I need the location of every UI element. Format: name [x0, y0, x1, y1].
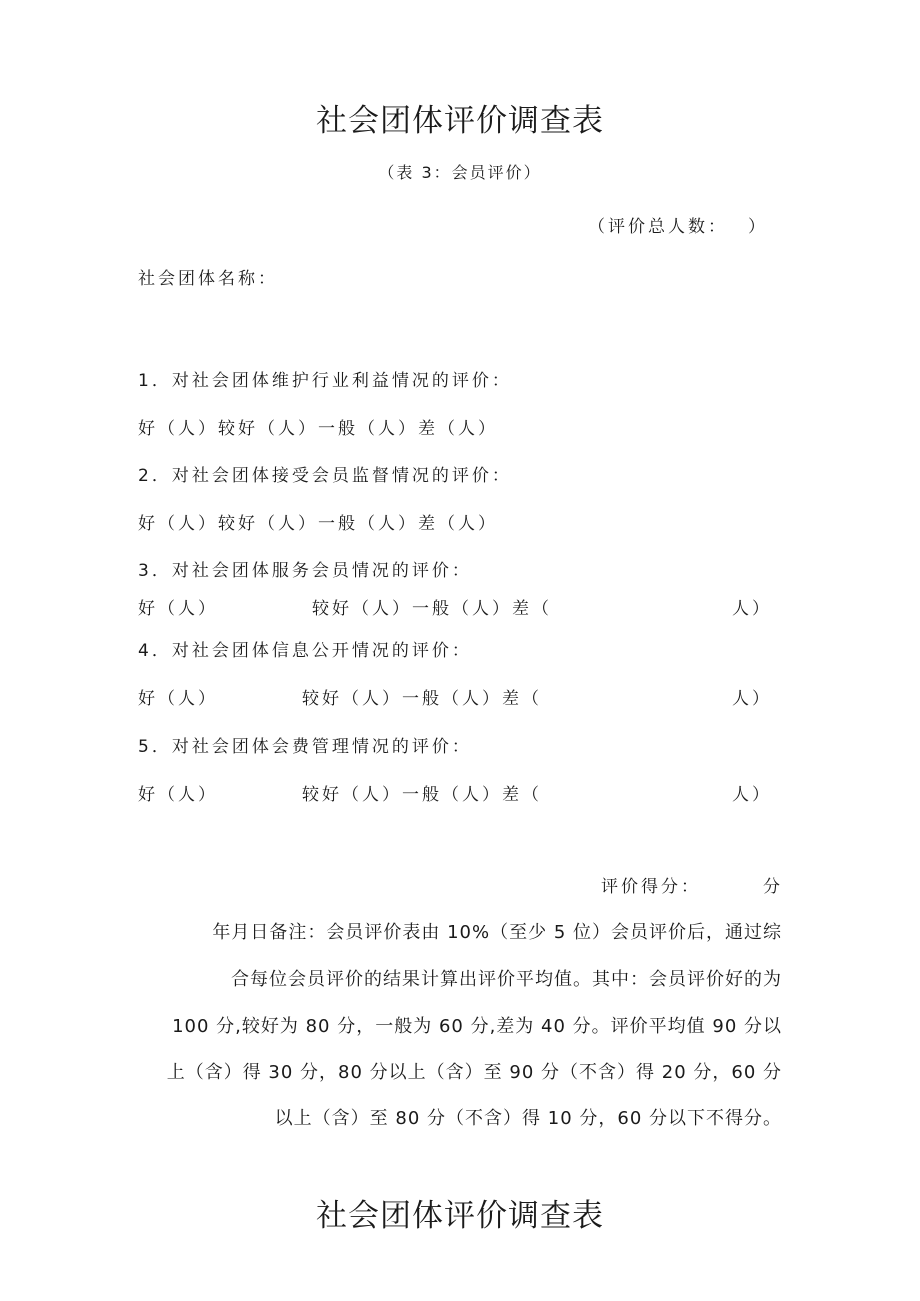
page-title: 社会团体评价调查表	[316, 103, 604, 139]
question-5-option-good: 好（人）	[138, 785, 218, 805]
question-2-prompt: 2．对社会团体接受会员监督情况的评价：	[138, 466, 512, 486]
question-2-options: 好（人）较好（人）一般（人）差（人）	[138, 514, 498, 534]
question-4-prompt: 4．对社会团体信息公开情况的评价：	[138, 641, 472, 661]
remarks-line-1: 年月日备注：会员评价表由 10%（至少 5 位）会员评价后，通过综	[212, 922, 782, 943]
question-5-options-rest: 较好（人）一般（人）差（	[302, 785, 542, 805]
remarks-line-3: 100 分,较好为 80 分，一般为 60 分,差为 40 分。评价平均值 90 分以	[172, 1016, 782, 1037]
question-4-options-close: 人）	[732, 689, 772, 709]
total-evaluators-close: ）	[748, 217, 768, 237]
next-page-title: 社会团体评价调查表	[316, 1198, 604, 1234]
question-3-option-good: 好（人）	[138, 599, 218, 619]
remarks-line-5: 以上（含）至 80 分（不含）得 10 分，60 分以下不得分。	[274, 1108, 782, 1129]
question-3-options-close: 人）	[732, 599, 772, 619]
question-1-prompt: 1．对社会团体维护行业利益情况的评价：	[138, 371, 512, 391]
org-name-label: 社会团体名称：	[138, 269, 278, 289]
total-evaluators-label: （评价总人数：	[588, 217, 728, 237]
question-3-prompt: 3．对社会团体服务会员情况的评价：	[138, 561, 472, 581]
page-subtitle: （表 3：会员评价）	[378, 163, 542, 182]
score-unit: 分	[763, 877, 783, 897]
question-5-prompt: 5．对社会团体会费管理情况的评价：	[138, 737, 472, 757]
remarks-line-4: 上（含）得 30 分，80 分以上（含）至 90 分（不含）得 20 分，60 分	[166, 1062, 782, 1083]
score-label: 评价得分：	[601, 877, 701, 897]
remarks-line-2: 合每位会员评价的结果计算出评价平均值。其中：会员评价好的为	[231, 969, 782, 990]
question-4-option-good: 好（人）	[138, 689, 218, 709]
question-3-options-rest: 较好（人）一般（人）差（	[312, 599, 552, 619]
question-1-options: 好（人）较好（人）一般（人）差（人）	[138, 419, 498, 439]
question-5-options-close: 人）	[732, 785, 772, 805]
question-4-options-rest: 较好（人）一般（人）差（	[302, 689, 542, 709]
